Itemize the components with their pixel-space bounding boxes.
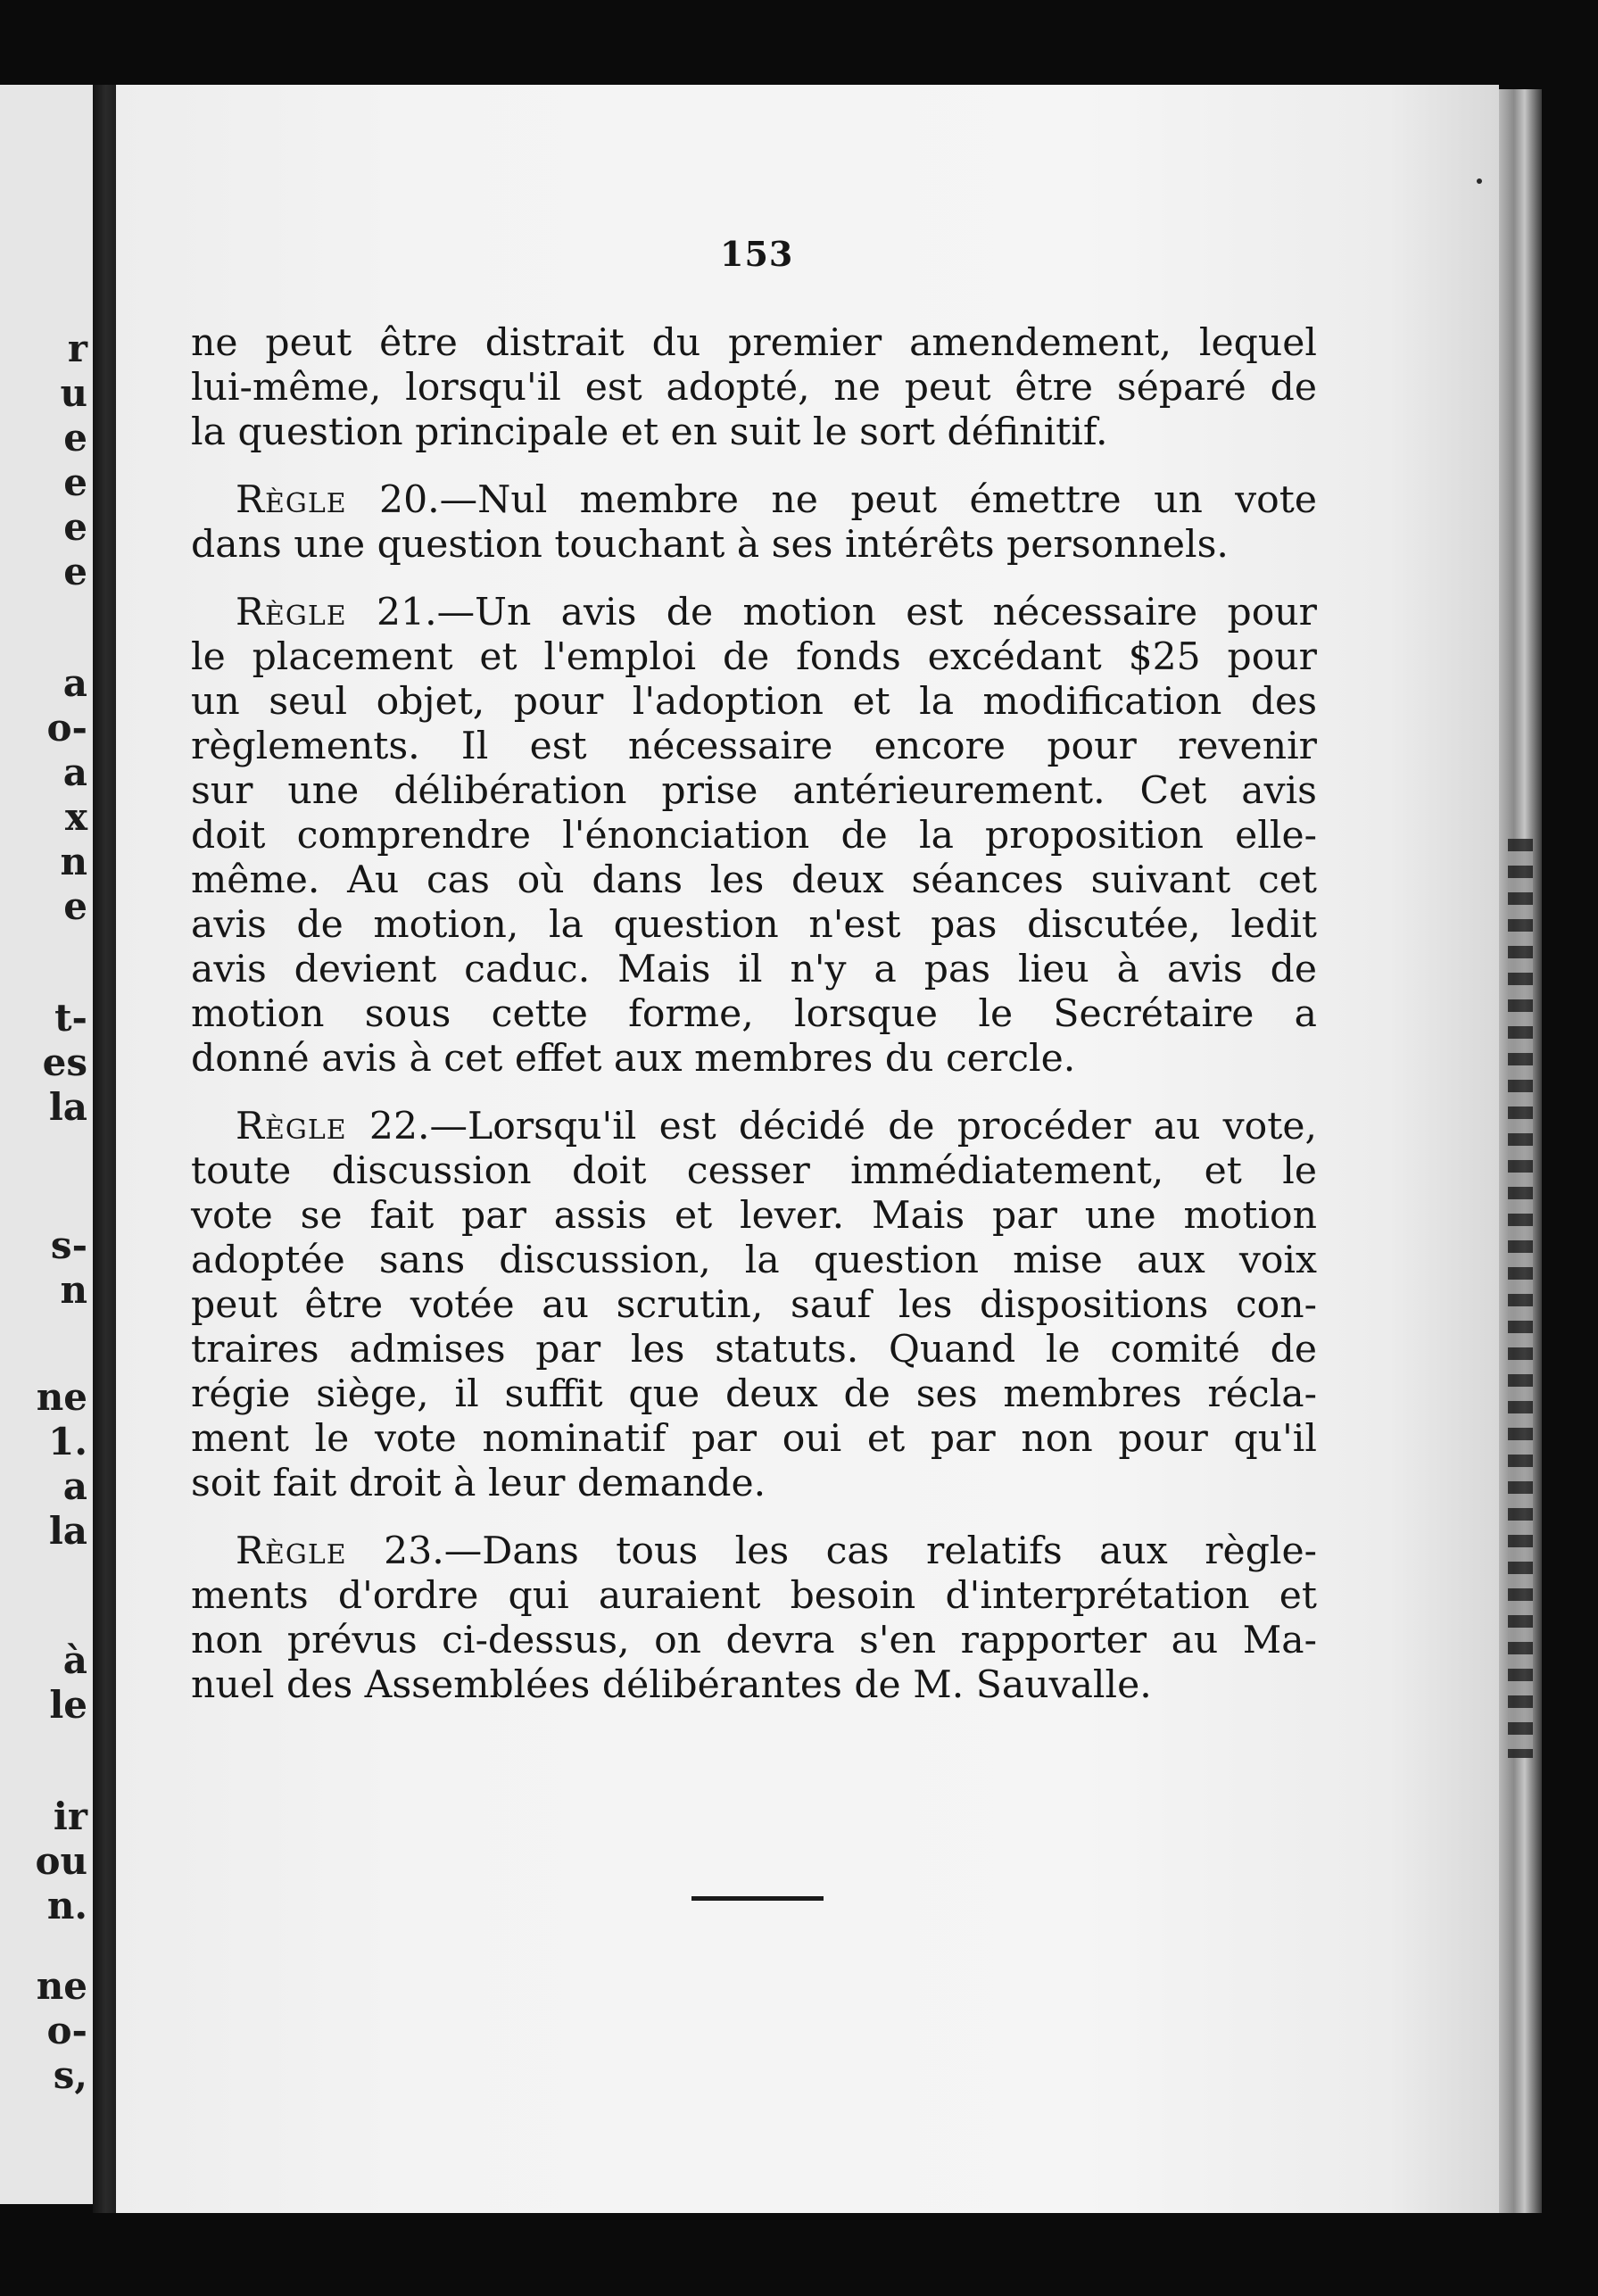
text-line: ments d'ordre qui auraient besoin d'interprétation et: [191, 1574, 1317, 1618]
rule-number: 23.: [384, 1529, 444, 1573]
text-line: [191, 478, 1317, 523]
left-fragment: ne: [36, 1375, 87, 1419]
page-edge-marks: [1508, 839, 1533, 1758]
text-line: ment le vote nominatif par oui et par non pour qu'il: [191, 1417, 1317, 1461]
rule-20-paragraph: [191, 478, 1317, 568]
left-fragment: r: [67, 327, 87, 370]
text-line: la question principale et en suit le sort définitif.: [191, 410, 1108, 454]
text-line: régie siège, il suffit que deux de ses membres récla-: [191, 1372, 1317, 1416]
text-line: non prévus ci-dessus, on devra s'en rapporter au Ma-: [191, 1619, 1317, 1662]
scan-bottom-border: [0, 2213, 1598, 2296]
page-body: [191, 321, 1317, 1708]
text-line: [191, 1105, 1317, 1149]
left-fragment: u: [60, 371, 87, 415]
text-line: même. Au cas où dans les deux séances suivant cet: [191, 858, 1317, 902]
left-fragment: es: [42, 1040, 87, 1084]
rule-number: 22.: [368, 1105, 430, 1148]
text-line: dans une question touchant à ses intérêts personnels.: [191, 523, 1229, 567]
text-line: [191, 591, 1317, 635]
text-line: lui-même, lorsqu'il est adopté, ne peut être séparé de: [191, 366, 1317, 410]
text-line-rest: —Dans tous les cas relatifs aux règle-: [443, 1529, 1317, 1573]
left-fragment: la: [48, 1085, 87, 1129]
rule-number: 20.: [379, 478, 440, 522]
left-fragment: s,: [53, 2053, 87, 2097]
left-fragment: la: [48, 1509, 87, 1553]
left-fragment: x: [64, 795, 87, 839]
left-fragment: e: [63, 505, 87, 549]
left-fragment: n.: [46, 1884, 87, 1927]
text-line: règlements. Il est nécessaire encore pour revenir: [191, 725, 1317, 768]
text-line: donné avis à cet effet aux membres du cercle.: [191, 1037, 1076, 1081]
text-line: sur une délibération prise antérieurement. Cet avis: [191, 769, 1317, 813]
text-line: motion sous cette forme, lorsque le Secrétaire a: [191, 992, 1317, 1036]
left-fragment: e: [63, 416, 87, 460]
left-fragment: a: [62, 750, 87, 794]
text-line: vote se fait par assis et lever. Mais par une motion: [191, 1194, 1317, 1238]
left-fragment: s-: [50, 1223, 87, 1267]
left-fragment: e: [63, 460, 87, 504]
rule-heading: Règle: [236, 591, 347, 634]
left-fragment: ne: [36, 1964, 87, 2008]
left-fragment: n: [60, 840, 87, 883]
text-line: avis de motion, la question n'est pas discutée, ledit: [191, 903, 1317, 947]
text-line: nuel des Assemblées délibérantes de M. Sauvalle.: [191, 1663, 1152, 1707]
end-rule: [691, 1896, 824, 1901]
left-fragment: 1.: [48, 1420, 87, 1463]
left-facing-page: [0, 85, 98, 2204]
text-line: avis devient caduc. Mais il n'y a pas lieu à avis de: [191, 948, 1317, 991]
text-line: adoptée sans discussion, la question mise aux voix: [191, 1239, 1317, 1282]
rule-22-paragraph: [191, 1105, 1317, 1506]
left-fragment: e: [63, 884, 87, 928]
rule-heading: Règle: [236, 478, 347, 522]
left-fragment: a: [62, 661, 87, 705]
page-number: 153: [720, 234, 794, 274]
text-line: ne peut être distrait du premier amendement, lequel: [191, 321, 1317, 365]
left-fragment: o-: [46, 706, 87, 750]
text-line: doit comprendre l'énonciation de la proposition elle-: [191, 814, 1317, 858]
left-fragment: a: [62, 1464, 87, 1508]
rule-heading: Règle: [236, 1105, 347, 1148]
text-line-rest: —Lorsqu'il est décidé de procéder au vote,: [429, 1105, 1318, 1148]
text-line: [191, 1529, 1317, 1574]
left-fragment: le: [49, 1683, 87, 1727]
left-fragment: à: [62, 1638, 87, 1682]
text-line: peut être votée au scrutin, sauf les dispositions con-: [191, 1283, 1317, 1327]
text-line: traires admises par les statuts. Quand le comité de: [191, 1328, 1317, 1372]
left-fragment: o-: [46, 2009, 87, 2052]
left-fragment: ou: [35, 1839, 87, 1883]
left-fragment: e: [63, 550, 87, 593]
rule-23-paragraph: [191, 1529, 1317, 1708]
text-line: un seul objet, pour l'adoption et la modification des: [191, 680, 1317, 724]
paragraph-continuation: [191, 321, 1317, 455]
scan-speck: [1477, 178, 1482, 184]
left-fragment: t-: [54, 996, 87, 1040]
text-line: soit fait droit à leur demande.: [191, 1462, 766, 1505]
text-line: le placement et l'emploi de fonds excédant $25 pour: [191, 635, 1317, 679]
text-line-rest: —Nul membre ne peut émettre un vote: [439, 478, 1317, 522]
text-line: toute discussion doit cesser immédiatement, et le: [191, 1149, 1317, 1193]
rule-number: 21.: [377, 591, 437, 634]
left-fragment: n: [60, 1268, 87, 1312]
rule-heading: Règle: [236, 1529, 347, 1573]
text-line-rest: —Un avis de motion est nécessaire pour: [436, 591, 1317, 634]
left-fragment: ir: [53, 1795, 87, 1838]
rule-21-paragraph: [191, 591, 1317, 1082]
